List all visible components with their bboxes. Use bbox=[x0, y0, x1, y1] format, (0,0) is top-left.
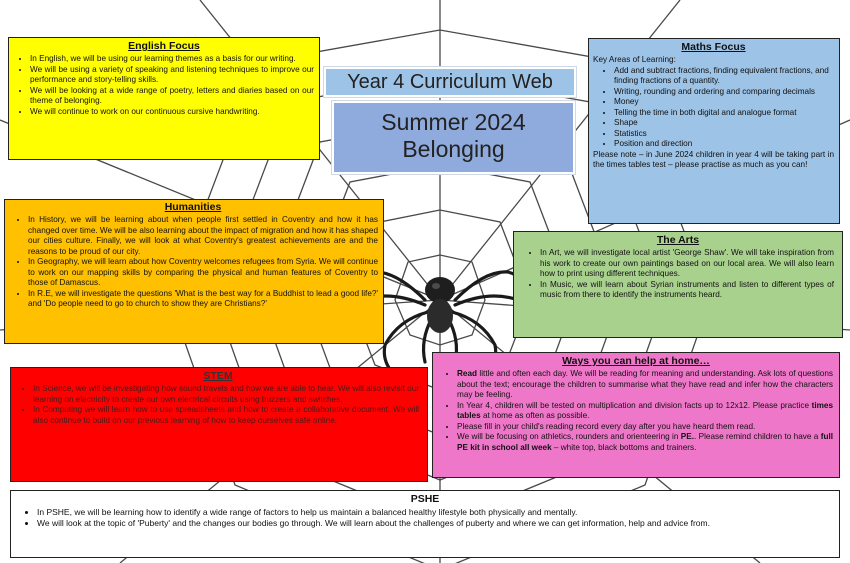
list-item: • In History, we will be learning about when people first settled in Coventry and how it has changed over time. We will be also learning about the impact of migration and how it has shaped our cities culture. Finally, we will look at what Coventry's greatest achievements are and the reasons to be proud of our city. bbox=[28, 215, 378, 257]
maths-list bbox=[593, 66, 834, 150]
list-item: • Statistics bbox=[614, 129, 834, 140]
page-title: Year 4 Curriculum Web bbox=[324, 67, 576, 97]
list-item: • We will continue to work on our continuous cursive handwriting. bbox=[30, 107, 314, 118]
tt-post: at home as often as possible. bbox=[480, 411, 590, 421]
humanities-panel bbox=[4, 199, 384, 344]
stem-heading: STEM bbox=[203, 370, 233, 382]
arts-heading: The Arts bbox=[656, 234, 700, 246]
list-item bbox=[457, 432, 833, 453]
pe-pre: We will be focusing on athletics, rounders and orienteering in bbox=[457, 432, 681, 442]
list-item: • Money bbox=[614, 97, 834, 108]
list-item: • In Science, we will be investigating how sound travels and how we are able to hear. We will also revisit our learning on electricity to create our own electrical circuits using buzzers and switches. bbox=[33, 384, 419, 405]
english-focus-panel bbox=[8, 37, 320, 160]
list-item: • In Geography, we will learn about how Coventry welcomes refugees from Syria. We will continue to work on our mapping skills by comparing the physical and human features of Coventry to those of Damascus. bbox=[28, 257, 378, 289]
list-item: • In Art, we will investigate local artist 'George Shaw'. We will take inspiration from his work to create our own paintings based on our local area. We will also learn how to print using different techniques. bbox=[540, 248, 834, 280]
arts-list bbox=[522, 248, 834, 301]
help-at-home-panel bbox=[432, 352, 840, 478]
english-list bbox=[14, 54, 314, 117]
read-text: little and often each day. We will be reading for meaning and understanding. Ask lots of questions about the text; encourage the children to summarise what they have read and infer how the characters may be feeling. bbox=[457, 369, 833, 400]
maths-focus-panel bbox=[588, 38, 840, 224]
maths-heading: Maths Focus bbox=[681, 41, 746, 53]
list-item bbox=[457, 369, 833, 401]
theme-label: Belonging bbox=[402, 136, 505, 162]
list-item: • We will look at the topic of 'Puberty' and the changes our bodies go through. We will learn about the challenges of puberty and where we can get information, help and advice from. bbox=[37, 518, 831, 529]
pshe-heading: PSHE bbox=[410, 493, 440, 505]
list-item: • Writing, rounding and ordering and comparing decimals bbox=[614, 87, 834, 98]
home-list bbox=[439, 369, 833, 453]
list-item: • Telling the time in both digital and analogue format bbox=[614, 108, 834, 119]
term-label: Summer 2024 bbox=[381, 109, 526, 135]
list-item: • In R.E, we will investigate the questions 'What is the best way for a Buddhist to lead a good life?' and 'Do people need to go to church to show they are Christians?' bbox=[28, 289, 378, 310]
maths-intro: Key Areas of Learning: bbox=[593, 55, 676, 65]
humanities-heading: Humanities bbox=[164, 201, 222, 213]
term-title bbox=[332, 101, 575, 174]
list-item: • In Music, we will learn about Syrian instruments and listen to different types of music from there to identify the instruments heard. bbox=[540, 280, 834, 301]
maths-note: Please note – in June 2024 children in year 4 will be taking part in the times tables test – please practise as much as you can! bbox=[593, 149, 834, 170]
pshe-list bbox=[19, 507, 831, 529]
pe-mid: . Please remind children to have a bbox=[694, 432, 821, 442]
list-item bbox=[457, 401, 833, 422]
list-item: • In Computing we will learn how to use spreadsheets and how to create a collaborative document. We will also continue to build on our previous learning of how to keep ourselves safe online. bbox=[33, 405, 419, 426]
home-heading: Ways you can help at home… bbox=[562, 355, 710, 367]
list-item: • Add and subtract fractions, finding equivalent fractions, and finding fractions of a quantity. bbox=[614, 66, 834, 87]
pe-post: – white top, black bottoms and trainers. bbox=[551, 442, 697, 452]
english-heading: English Focus bbox=[128, 40, 200, 52]
read-keyword: Read bbox=[457, 369, 478, 379]
list-item: • We will be using a variety of speaking and listening techniques to improve our performance and story-telling skills. bbox=[30, 65, 314, 86]
list-item: • In English, we will be using our learning themes as a basis for our writing. bbox=[30, 54, 314, 65]
list-item: • In PSHE, we will be learning how to identify a wide range of factors to help us maintain a balanced healthy lifestyle both physically and mentally. bbox=[37, 507, 831, 518]
times-tables-keyword: times tables bbox=[457, 400, 833, 421]
humanities-list bbox=[8, 215, 378, 310]
list-item: • Please fill in your child's reading record every day after you have heard them read. bbox=[457, 422, 833, 433]
list-item: • We will be looking at a wide range of poetry, letters and diaries based on our theme of belonging. bbox=[30, 86, 314, 107]
stem-panel bbox=[10, 367, 428, 482]
pe-kit-keyword: full PE kit in school all week bbox=[457, 432, 833, 452]
pshe-panel bbox=[10, 490, 840, 558]
pe-keyword: PE. bbox=[680, 432, 694, 442]
list-item: • Position and direction bbox=[614, 139, 834, 150]
list-item: • Shape bbox=[614, 118, 834, 129]
arts-panel bbox=[513, 231, 843, 338]
stem-list bbox=[17, 384, 419, 426]
tt-pre: In Year 4, children will be tested on multiplication and division facts up to 12x12. Please practice bbox=[457, 400, 812, 410]
